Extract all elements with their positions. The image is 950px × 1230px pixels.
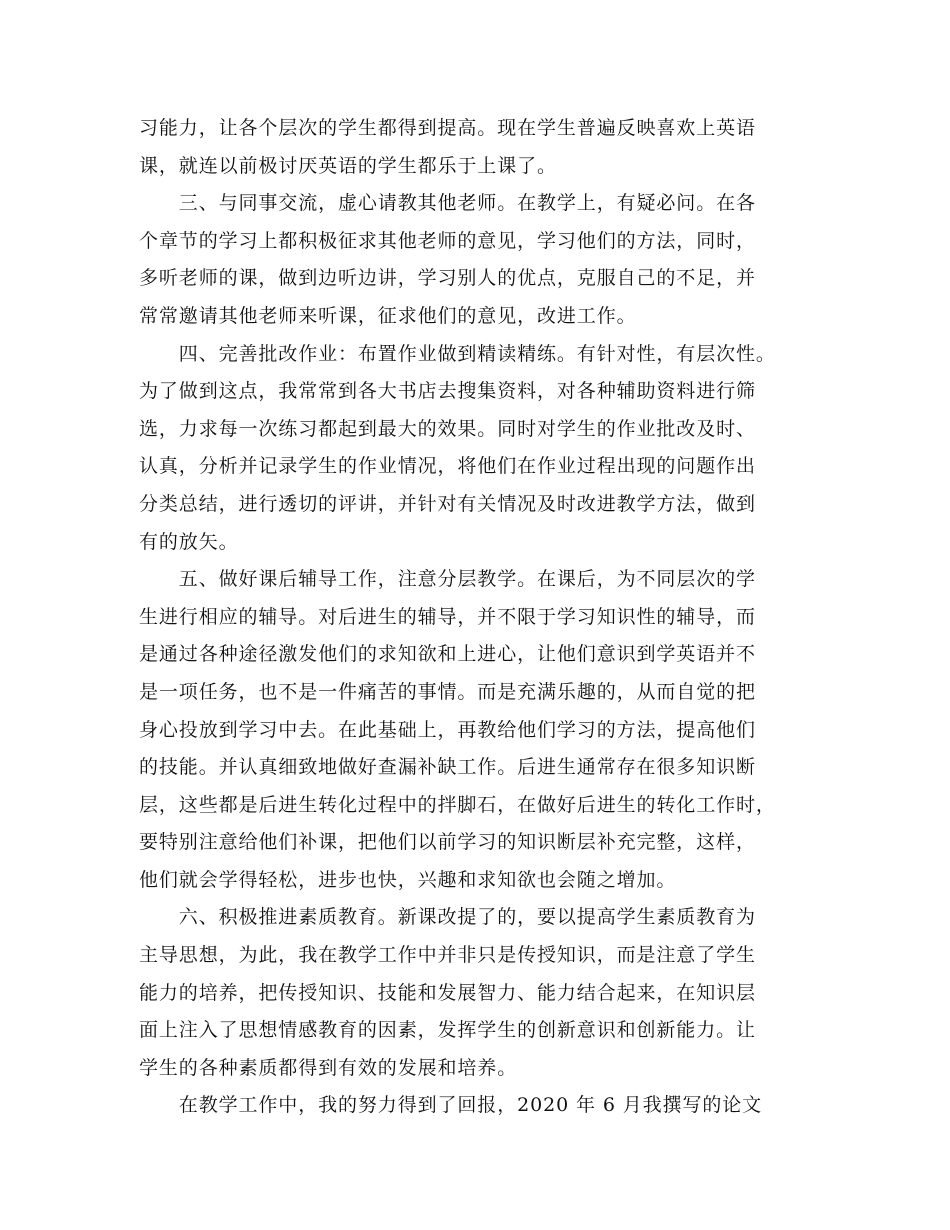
text-line: 多听老师的课，做到边听边讲，学习别人的优点，克服自己的不足，并 bbox=[139, 267, 756, 290]
text-line: 学生的各种素质都得到有效的发展和培养。 bbox=[139, 1056, 518, 1079]
text-line: 的技能。并认真细致地做好查漏补缺工作。后进生通常存在很多知识断 bbox=[139, 756, 756, 779]
text-line: 四、完善批改作业：布置作业做到精读精练。有针对性，有层次性。 bbox=[139, 342, 776, 365]
text-line: 三、与同事交流，虚心请教其他老师。在教学上，有疑必问。在各 bbox=[139, 192, 756, 215]
text-line: 选，力求每一次练习都起到最大的效果。同时对学生的作业批改及时、 bbox=[139, 417, 756, 440]
text-line: 是一项任务，也不是一件痛苦的事情。而是充满乐趣的，从而自觉的把 bbox=[139, 680, 756, 703]
text-line: 层，这些都是后进生转化过程中的拌脚石，在做好后进生的转化工作时， bbox=[139, 793, 776, 816]
text-line: 面上注入了思想情感教育的因素，发挥学生的创新意识和创新能力。让 bbox=[139, 1019, 756, 1042]
text-line: 个章节的学习上都积极征求其他老师的意见，学习他们的方法，同时， bbox=[139, 229, 756, 252]
text-line: 分类总结，进行透切的评讲，并针对有关情况及时改进教学方法，做到 bbox=[139, 492, 756, 515]
text-line: 在教学工作中，我的努力得到了回报，2020 年 6 月我撰写的论文 bbox=[139, 1094, 763, 1117]
text-line: 课，就连以前极讨厌英语的学生都乐于上课了。 bbox=[139, 154, 557, 177]
text-line: 生进行相应的辅导。对后进生的辅导，并不限于学习知识性的辅导，而 bbox=[139, 605, 756, 628]
text-line: 主导思想，为此，我在教学工作中并非只是传授知识，而是注意了学生 bbox=[139, 944, 756, 967]
text-line: 他们就会学得轻松，进步也快，兴趣和求知欲也会随之增加。 bbox=[139, 868, 677, 891]
text-line: 认真，分析并记录学生的作业情况，将他们在作业过程出现的问题作出 bbox=[139, 455, 756, 478]
text-line: 为了做到这点，我常常到各大书店去搜集资料，对各种辅助资料进行筛 bbox=[139, 380, 756, 403]
document-body bbox=[139, 110, 829, 1125]
text-line: 是通过各种途径激发他们的求知欲和上进心，让他们意识到学英语并不 bbox=[139, 643, 756, 666]
text-line: 要特别注意给他们补课，把他们以前学习的知识断层补充完整，这样， bbox=[139, 831, 756, 854]
text-line: 五、做好课后辅导工作，注意分层教学。在课后，为不同层次的学 bbox=[139, 568, 756, 591]
text-line: 六、积极推进素质教育。新课改提了的，要以提高学生素质教育为 bbox=[139, 906, 756, 929]
text-line: 身心投放到学习中去。在此基础上，再教给他们学习的方法，提高他们 bbox=[139, 718, 756, 741]
text-line: 有的放矢。 bbox=[139, 530, 239, 553]
text-line: 习能力，让各个层次的学生都得到提高。现在学生普遍反映喜欢上英语 bbox=[139, 117, 756, 139]
text-line: 能力的培养，把传授知识、技能和发展智力、能力结合起来，在知识层 bbox=[139, 981, 756, 1004]
text-line: 常常邀请其他老师来听课，征求他们的意见，改进工作。 bbox=[139, 304, 637, 327]
